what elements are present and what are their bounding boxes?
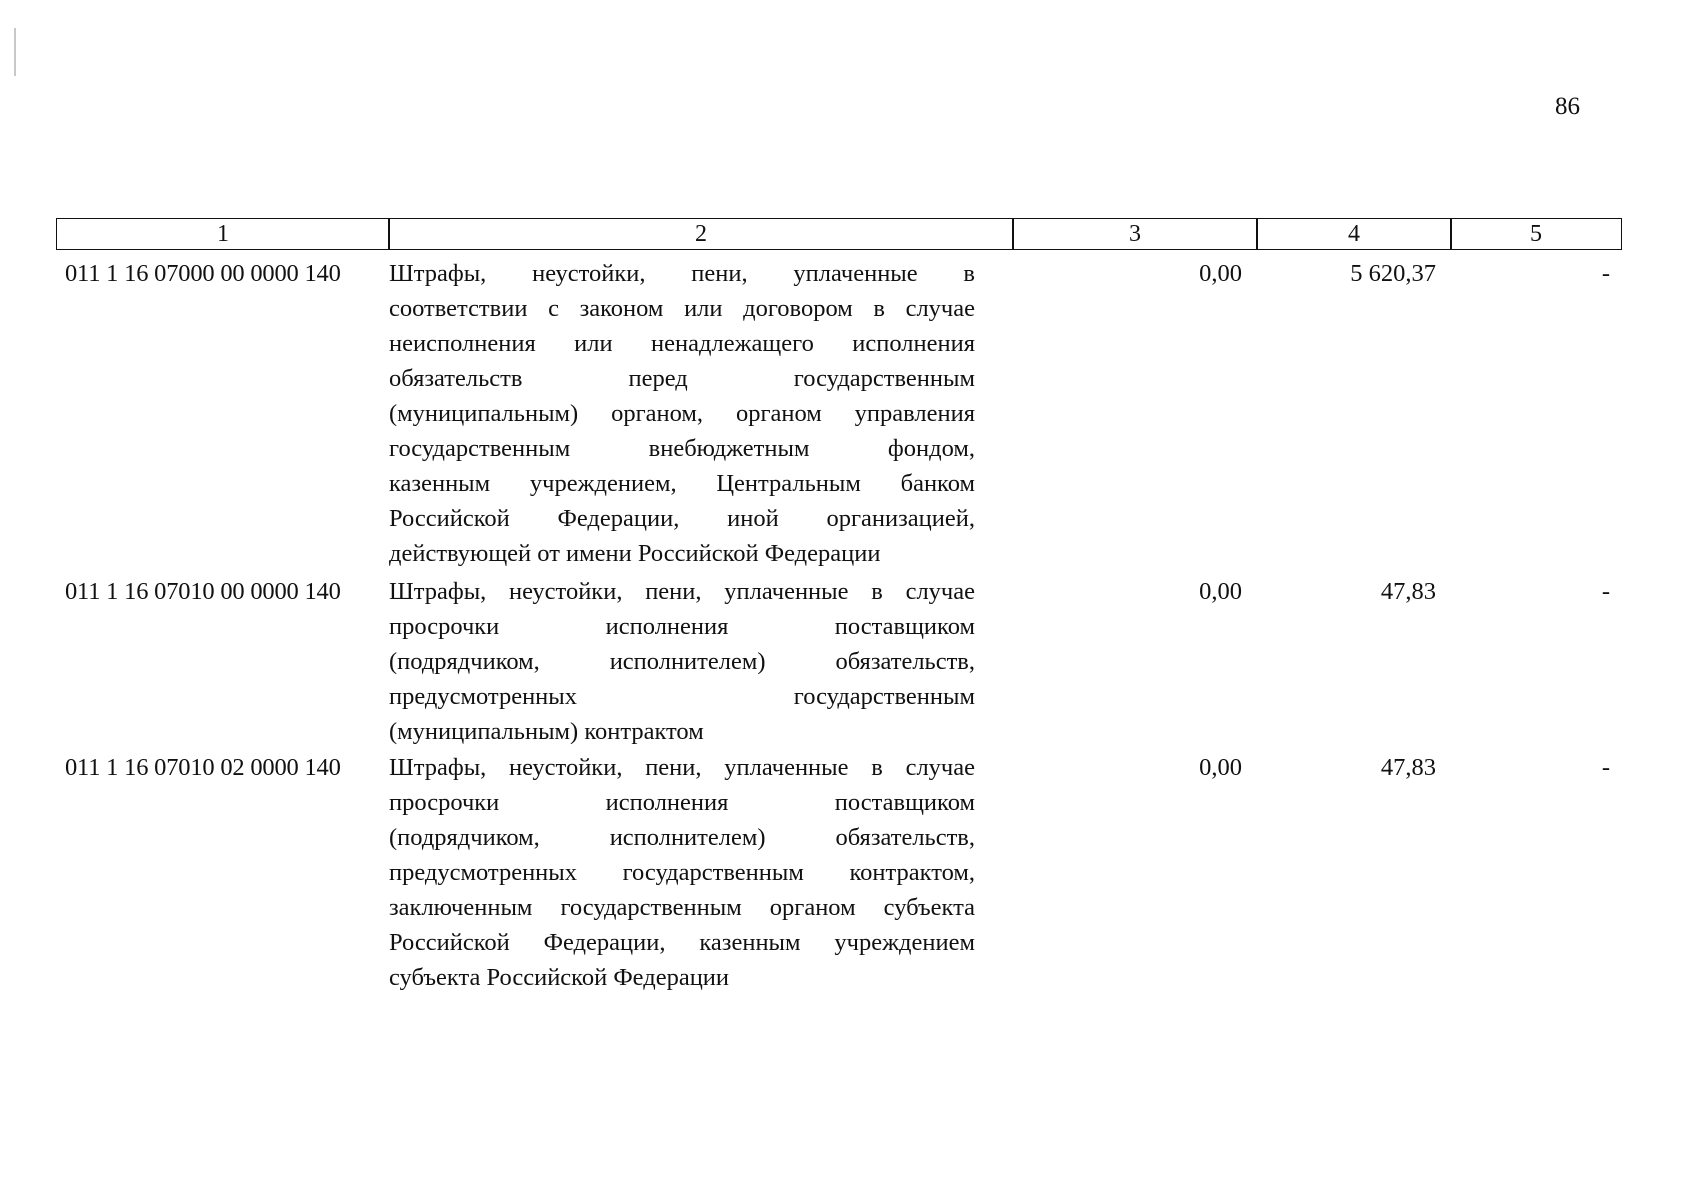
description-line: Штрафы, неустойки, пени, уплаченные в случае (389, 578, 975, 605)
header-cell-2: 2 (388, 218, 1014, 250)
description-line: Российской Федерации, иной организацией, (389, 505, 975, 532)
scan-margin-mark (14, 28, 16, 76)
description-line: обязательств перед государственным (389, 365, 975, 392)
header-cell-4: 4 (1256, 218, 1452, 250)
description-line: Российской Федерации, казенным учреждением (389, 929, 975, 956)
header-cell-3: 3 (1012, 218, 1258, 250)
description-line: государственным внебюджетным фондом, (389, 435, 975, 462)
value-col3: 0,00 (1199, 260, 1242, 287)
budget-code: 011 1 16 07010 02 0000 140 (65, 754, 341, 781)
description-line: (подрядчиком, исполнителем) обязательств, (389, 648, 975, 675)
description-line: предусмотренных государственным (389, 683, 975, 710)
value-col4: 47,83 (1380, 754, 1436, 781)
header-cell-1: 1 (56, 218, 390, 250)
row-description (389, 256, 975, 571)
description-line: Штрафы, неустойки, пени, уплаченные в случае (389, 754, 975, 781)
table-header (56, 218, 1622, 252)
description-line: (подрядчиком, исполнителем) обязательств, (389, 824, 975, 851)
description-line: заключенным государственным органом субъекта (389, 894, 975, 921)
description-line: просрочки исполнения поставщиком (389, 789, 975, 816)
description-line: (муниципальным) контрактом (389, 718, 704, 745)
value-col3: 0,00 (1199, 754, 1242, 781)
description-line: соответствии с законом или договором в случае (389, 295, 975, 322)
description-line: (муниципальным) органом, органом управления (389, 400, 975, 427)
row-description (389, 750, 975, 995)
value-col3: 0,00 (1199, 578, 1242, 605)
budget-code: 011 1 16 07010 00 0000 140 (65, 578, 341, 605)
value-col5: - (1601, 260, 1610, 287)
description-line: субъекта Российской Федерации (389, 964, 730, 991)
description-line: казенным учреждением, Центральным банком (389, 470, 975, 497)
description-line: неисполнения или ненадлежащего исполнения (389, 330, 975, 357)
value-col4: 5 620,37 (1350, 260, 1436, 287)
description-line: просрочки исполнения поставщиком (389, 613, 975, 640)
page-number: 86 (1555, 93, 1580, 120)
description-line: действующей от имени Российской Федерации (389, 540, 881, 567)
value-col5: - (1601, 754, 1610, 781)
description-line: Штрафы, неустойки, пени, уплаченные в (389, 260, 975, 287)
budget-code: 011 1 16 07000 00 0000 140 (65, 260, 341, 287)
description-line: предусмотренных государственным контрактом, (389, 859, 975, 886)
value-col5: - (1601, 578, 1610, 605)
row-description (389, 574, 975, 749)
value-col4: 47,83 (1380, 578, 1436, 605)
header-cell-5: 5 (1450, 218, 1622, 250)
